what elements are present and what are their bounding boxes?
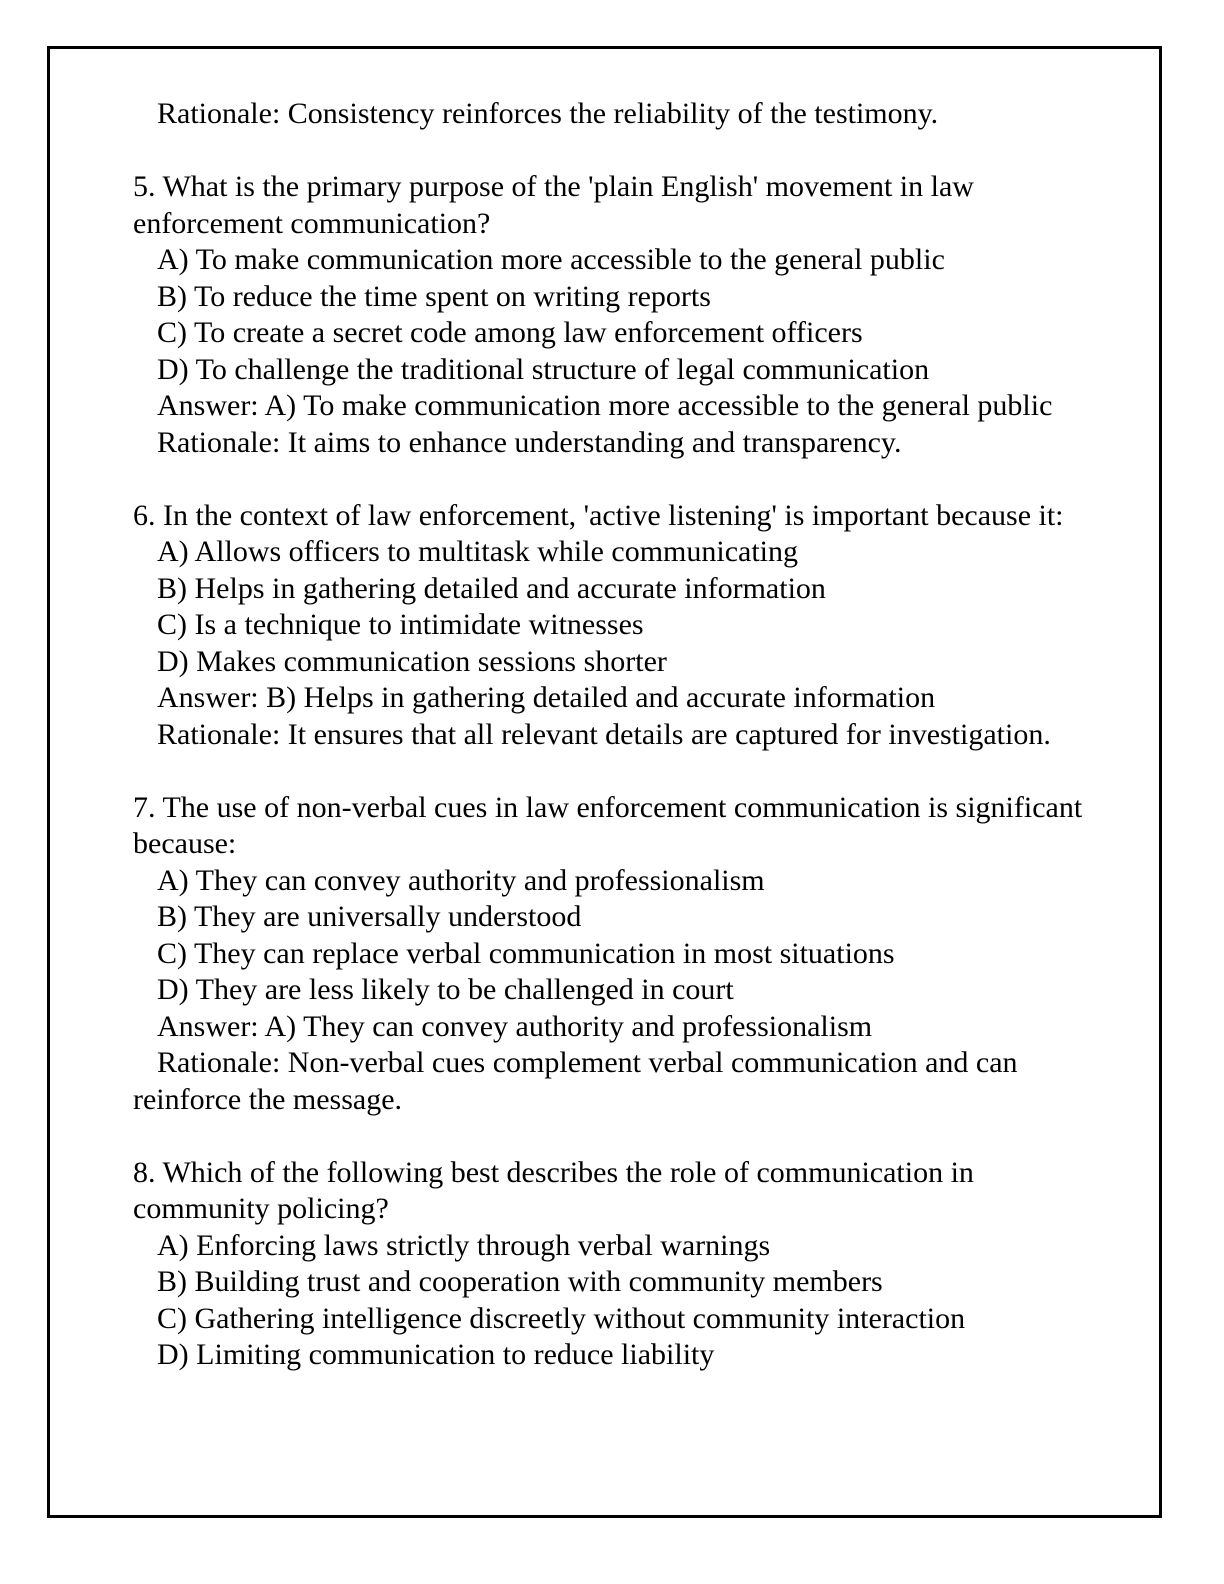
question-text: 7. The use of non-verbal cues in law enforcement communication is significant because: [133,790,1083,860]
option-a: A) Enforcing laws strictly through verbal warnings [157,1228,771,1262]
rationale-text: Rationale: It aims to enhance understanding and transparency. [157,425,902,459]
question-text: 8. Which of the following best describes the role of communication in community policing? [133,1155,974,1225]
option-d: D) Makes communication sessions shorter [157,644,667,678]
option-a: A) They can convey authority and professionalism [157,863,765,897]
answer-text: Answer: A) To make communication more accessible to the general public [157,389,1053,422]
rationale-text: Rationale: Non-verbal cues complement verbal communication and can reinforce the message. [133,1046,1018,1116]
option-c: C) To create a secret code among law enforcement officers [157,316,863,349]
option-c: C) Gathering intelligence discreetly without community interaction [157,1301,966,1335]
question-block-5 [133,169,1093,461]
question-block-6 [133,498,1093,754]
answer-text: Answer: A) They can convey authority and professionalism [157,1009,873,1043]
option-b: B) They are universally understood [157,900,582,933]
intro-rationale: Rationale: Consistency reinforces the reliability of the testimony. [157,97,939,130]
question-text: 6. In the context of law enforcement, 'active listening' is important because it: [133,498,1064,532]
option-b: B) To reduce the time spent on writing reports [157,279,711,313]
option-a: A) To make communication more accessible to the general public [157,243,945,276]
option-b: B) Helps in gathering detailed and accurate information [157,571,826,605]
option-d: D) They are less likely to be challenged in court [157,973,734,1006]
option-c: C) They can replace verbal communication in most situations [157,936,895,970]
option-d: D) Limiting communication to reduce liability [157,1338,715,1371]
option-a: A) Allows officers to multitask while communicating [157,535,799,568]
option-d: D) To challenge the traditional structure of legal communication [157,352,930,386]
question-block-7 [133,790,1093,1119]
option-b: B) Building trust and cooperation with community members [157,1265,883,1298]
rationale-text: Rationale: It ensures that all relevant details are captured for investigation. [157,717,1051,751]
question-block-8 [133,1155,1093,1374]
option-c: C) Is a technique to intimidate witnesses [157,608,644,641]
answer-text: Answer: B) Helps in gathering detailed and accurate information [157,681,936,714]
document-body [133,96,1093,1374]
question-text: 5. What is the primary purpose of the 'plain English' movement in law enforcement communication? [133,170,974,240]
